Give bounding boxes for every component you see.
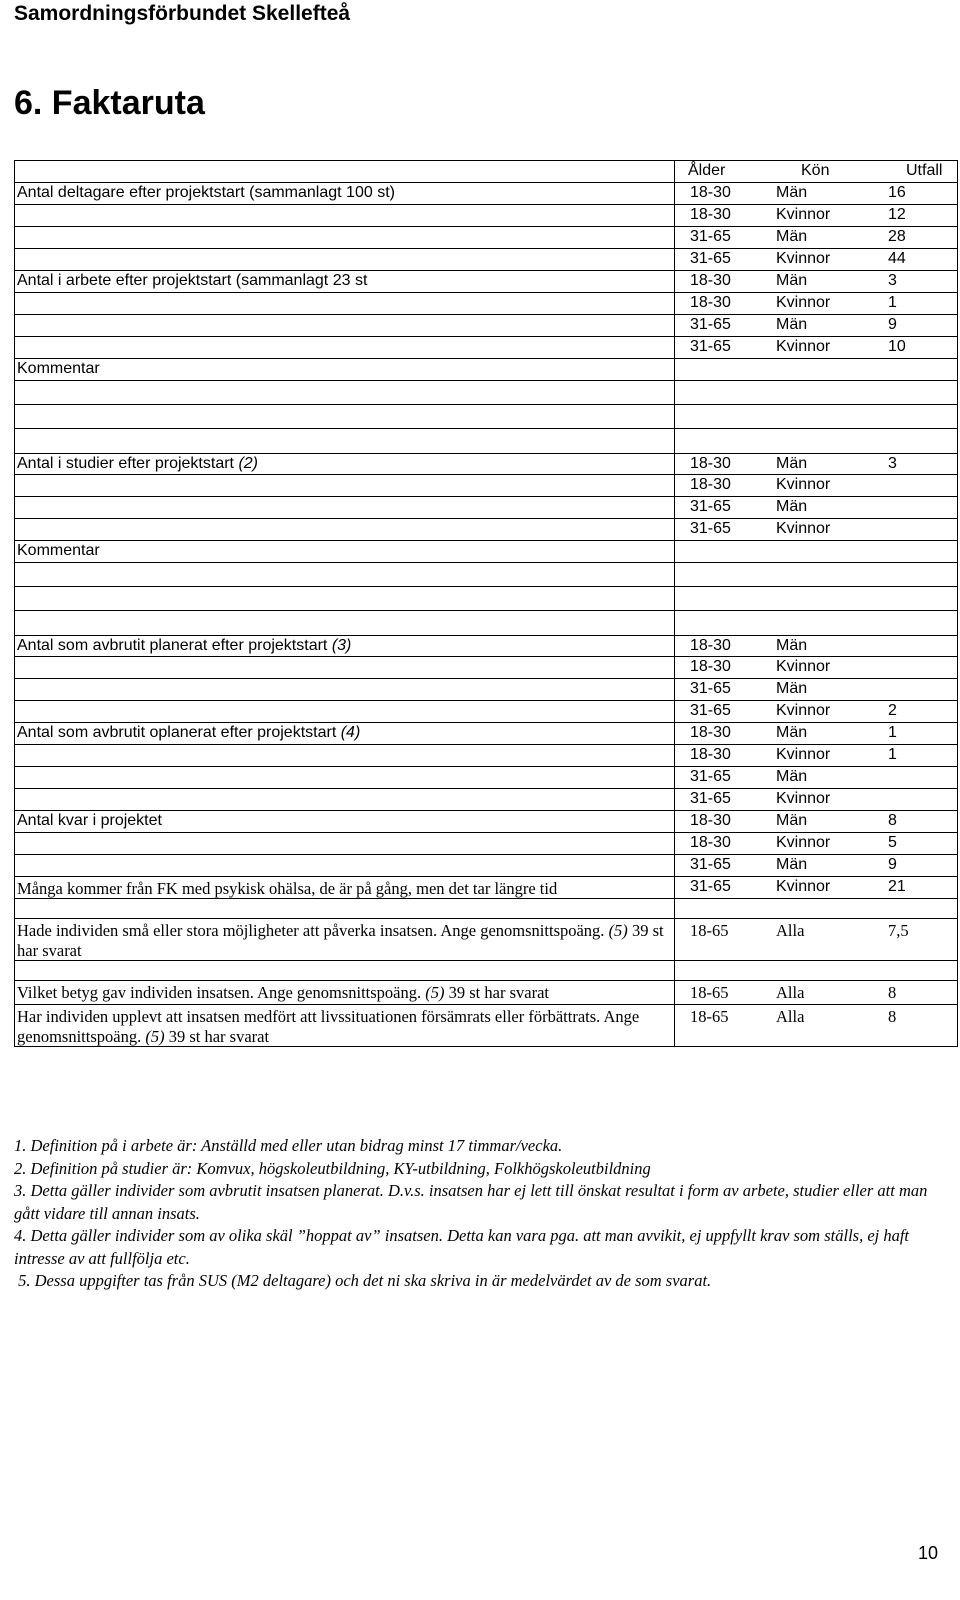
- row-outcome: 7,5: [888, 921, 909, 940]
- row-label-tail: 39 st har svarat: [444, 983, 549, 1002]
- row-label: [15, 919, 674, 960]
- row-age: [674, 359, 757, 380]
- row-age: 31-65: [674, 337, 757, 358]
- row-label: [15, 1005, 674, 1046]
- comment-row: [14, 541, 958, 563]
- row-outcome: 3: [888, 272, 897, 289]
- blank-row: [14, 611, 958, 636]
- row-outcome: 2: [888, 702, 897, 719]
- row-age: 18-30: [674, 833, 757, 854]
- row-gender: [757, 405, 870, 428]
- comment-label: Kommentar: [17, 542, 100, 559]
- table-row: [14, 701, 958, 723]
- row-age: [674, 429, 757, 453]
- row-outcome: [870, 405, 957, 428]
- row-label: [15, 745, 674, 766]
- table-row: [14, 293, 958, 315]
- row-gender: Kvinnor: [776, 702, 831, 719]
- row-gender: Kvinnor: [776, 790, 831, 807]
- row-age: [674, 961, 757, 980]
- row-gender: Män: [776, 637, 808, 654]
- row-gender: [757, 899, 870, 918]
- row-gender: [757, 541, 870, 562]
- row-outcome: [870, 636, 957, 656]
- row-age: 18-30: [674, 657, 757, 678]
- row-label-main: Antal som avbrutit oplanerat efter projektstart: [17, 724, 341, 741]
- row-label-ref: (2): [238, 455, 258, 472]
- row-age: 18-65: [674, 981, 757, 1004]
- blank-row: [14, 961, 958, 981]
- row-gender: Alla: [776, 921, 805, 940]
- row-gender: Män: [776, 316, 808, 333]
- row-gender: Män: [776, 812, 808, 829]
- row-label: [15, 679, 674, 700]
- row-age: 31-65: [674, 519, 757, 540]
- row-label: [15, 227, 674, 248]
- footnote-3: 3. Detta gäller individer som avbrutit insatsen planerat. D.v.s. insatsen har ej lett till önskat resultat i form av arbete, studier eller att man gått vidare till annan insats.: [14, 1181, 928, 1223]
- row-label: [15, 497, 674, 518]
- row-age: 18-30: [674, 745, 757, 766]
- row-label: [15, 563, 674, 586]
- row-label: [15, 315, 674, 336]
- organization-name: Samordningsförbundet Skellefteå: [14, 2, 351, 25]
- row-label: [15, 337, 674, 358]
- row-label-main: Hade individen små eller stora möjligheter att påverka insatsen. Ange genomsnittspoäng.: [17, 921, 609, 940]
- blank-row: [14, 405, 958, 429]
- footnote-4: 4. Detta gäller individer som av olika skäl ”hoppat av” insatsen. Detta kan vara pga. att man avvikit, ej uppfyllt krav som ställs, ej haft intresse av att fullfölja etc.: [14, 1226, 910, 1268]
- row-label-tail: 39 st har svarat: [17, 921, 664, 960]
- blank-row: [14, 587, 958, 611]
- row-outcome: 9: [888, 856, 897, 873]
- row-outcome: 8: [888, 812, 897, 829]
- row-age: [674, 405, 757, 428]
- row-outcome: 28: [888, 228, 906, 245]
- row-age: 31-65: [674, 497, 757, 518]
- row-age: 31-65: [674, 789, 757, 810]
- row-label: Antal deltagare efter projektstart (sammanlagt 100 st): [17, 184, 395, 201]
- row-label: [15, 961, 674, 980]
- table-row: [14, 315, 958, 337]
- table-row: [14, 183, 958, 205]
- table-row: [14, 454, 958, 475]
- table-row: [14, 519, 958, 541]
- row-label-tail: 39 st har svarat: [164, 1027, 270, 1046]
- row-age: 31-65: [674, 679, 757, 700]
- comment-row: [14, 359, 958, 381]
- row-age: 18-30: [674, 183, 757, 204]
- row-gender: Alla: [776, 1007, 805, 1026]
- row-age: 31-65: [674, 767, 757, 788]
- row-age: 18-30: [674, 271, 757, 292]
- row-age: 31-65: [674, 249, 757, 270]
- row-label: Antal i arbete efter projektstart (sammanlagt 23 st: [17, 272, 368, 289]
- section-heading: 6. Faktaruta: [14, 84, 205, 122]
- row-label-main: Vilket betyg gav individen insatsen. Ange genomsnittspoäng.: [17, 983, 426, 1002]
- row-outcome: [870, 611, 957, 635]
- table-row: [14, 833, 958, 855]
- row-gender: Kvinnor: [776, 206, 831, 223]
- row-gender: Kvinnor: [776, 338, 831, 355]
- row-gender: Kvinnor: [776, 834, 831, 851]
- row-outcome: [870, 789, 957, 810]
- row-label: Många kommer från FK med psykisk ohälsa, de är på gång, men det tar längre tid: [17, 879, 558, 898]
- table-row: [14, 723, 958, 745]
- row-gender: [757, 587, 870, 610]
- table-row: [14, 205, 958, 227]
- row-label: [15, 405, 674, 428]
- row-outcome: [870, 899, 957, 918]
- row-outcome: [870, 359, 957, 380]
- row-outcome: 21: [888, 878, 906, 895]
- row-gender: [757, 359, 870, 380]
- fact-table: [14, 160, 958, 1047]
- row-outcome: [870, 679, 957, 700]
- row-gender: Män: [776, 856, 808, 873]
- row-label: [15, 587, 674, 610]
- blank-row: [14, 899, 958, 919]
- row-outcome: 8: [888, 983, 897, 1002]
- comment-label: Kommentar: [17, 360, 100, 377]
- row-label-main: Antal som avbrutit planerat efter projektstart: [17, 637, 332, 654]
- row-outcome: [870, 381, 957, 404]
- row-label: [15, 205, 674, 226]
- row-label-main: Har individen upplevt att insatsen medfört att livssituationen försämrats eller förbättrats. Ange genomsnittspoäng.: [17, 1007, 640, 1046]
- table-row: [14, 475, 958, 497]
- row-age: 18-30: [674, 811, 757, 832]
- row-outcome: 10: [888, 338, 906, 355]
- page-number: 10: [918, 1543, 939, 1563]
- row-label: [15, 475, 674, 496]
- row-label: [15, 723, 674, 744]
- row-label: [15, 701, 674, 722]
- row-gender: Kvinnor: [776, 250, 831, 267]
- table-row: [14, 1005, 958, 1047]
- row-label: [15, 519, 674, 540]
- row-label-main: Antal i studier efter projektstart: [17, 455, 239, 472]
- table-row: [14, 877, 958, 899]
- row-outcome: 44: [888, 250, 906, 267]
- row-outcome: [870, 587, 957, 610]
- row-gender: Män: [776, 272, 808, 289]
- row-gender: Män: [776, 680, 808, 697]
- footnote-5: 5. Dessa uppgifter tas från SUS (M2 deltagare) och det ni ska skriva in är medelvärdet av de som svarat.: [14, 1271, 712, 1290]
- row-gender: Kvinnor: [776, 476, 831, 493]
- row-gender: [757, 429, 870, 453]
- row-label-ref: (4): [340, 724, 361, 741]
- table-row: [14, 745, 958, 767]
- footnote-1: 1. Definition på i arbete är: Anställd med eller utan bidrag minst 17 timmar/vecka.: [14, 1136, 563, 1155]
- row-outcome: 8: [888, 1007, 897, 1026]
- row-gender: Alla: [776, 983, 805, 1002]
- row-age: [674, 541, 757, 562]
- row-gender: Kvinnor: [776, 520, 831, 537]
- table-row: [14, 679, 958, 701]
- row-label: [15, 833, 674, 854]
- row-outcome: [870, 541, 957, 562]
- row-age: [674, 563, 757, 586]
- row-outcome: 1: [888, 294, 897, 311]
- row-outcome: [870, 475, 957, 496]
- table-row: [14, 497, 958, 519]
- row-outcome: 1: [888, 746, 897, 763]
- row-gender: Män: [776, 498, 808, 515]
- row-label: [15, 636, 674, 656]
- row-outcome: 16: [888, 184, 906, 201]
- row-gender: Män: [776, 455, 808, 472]
- row-gender: Kvinnor: [776, 746, 831, 763]
- row-gender: [757, 381, 870, 404]
- row-age: 18-65: [674, 1005, 757, 1046]
- row-label: [15, 899, 674, 918]
- table-header-row: [14, 160, 958, 183]
- row-gender: Kvinnor: [776, 294, 831, 311]
- row-age: 18-30: [674, 723, 757, 744]
- row-gender: [757, 563, 870, 586]
- row-age: [674, 381, 757, 404]
- header-age: Ålder: [674, 161, 757, 182]
- row-age: 18-30: [674, 636, 757, 656]
- table-row: [14, 919, 958, 961]
- table-row: [14, 789, 958, 811]
- blank-row: [14, 429, 958, 454]
- row-age: 18-65: [674, 919, 757, 960]
- row-outcome: 1: [888, 724, 897, 741]
- row-label: [15, 855, 674, 876]
- row-gender: Män: [776, 724, 808, 741]
- row-age: 31-65: [674, 701, 757, 722]
- row-age: [674, 611, 757, 635]
- row-outcome: 9: [888, 316, 897, 333]
- blank-row: [14, 563, 958, 587]
- row-outcome: 5: [888, 834, 897, 851]
- blank-row: [14, 381, 958, 405]
- row-outcome: [870, 767, 957, 788]
- table-row: [14, 249, 958, 271]
- table-row: [14, 811, 958, 833]
- row-label-ref: (5): [425, 983, 445, 1002]
- row-age: 31-65: [674, 227, 757, 248]
- row-label: [15, 789, 674, 810]
- row-outcome: [870, 497, 957, 518]
- row-outcome: [870, 429, 957, 453]
- row-label: [15, 381, 674, 404]
- row-age: 31-65: [674, 855, 757, 876]
- table-row: [14, 981, 958, 1005]
- row-label-ref: (3): [331, 637, 352, 654]
- header-label-cell: [15, 161, 674, 182]
- row-age: 31-65: [674, 877, 757, 898]
- footnote-2: 2. Definition på studier är: Komvux, högskoleutbildning, KY-utbildning, Folkhögskoleutbildning: [14, 1158, 651, 1178]
- row-age: 18-30: [674, 475, 757, 496]
- row-outcome: [870, 657, 957, 678]
- table-row: [14, 657, 958, 679]
- row-outcome: 12: [888, 206, 906, 223]
- row-gender: Kvinnor: [776, 658, 831, 675]
- footnotes: [14, 1135, 944, 1293]
- row-label: Antal kvar i projektet: [17, 812, 162, 829]
- table-row: [14, 227, 958, 249]
- row-age: 18-30: [674, 293, 757, 314]
- row-outcome: [870, 519, 957, 540]
- row-gender: [757, 961, 870, 980]
- row-label: [15, 454, 674, 474]
- table-row: [14, 636, 958, 657]
- row-label-ref: (5): [145, 1027, 165, 1046]
- table-row: [14, 337, 958, 359]
- row-label: [15, 429, 674, 453]
- row-outcome: [870, 961, 957, 980]
- row-age: 18-30: [674, 205, 757, 226]
- row-label-ref: (5): [608, 921, 628, 940]
- row-label: [15, 657, 674, 678]
- table-row: [14, 271, 958, 293]
- header-gender: Kön: [801, 162, 830, 179]
- row-age: [674, 899, 757, 918]
- table-row: [14, 855, 958, 877]
- row-gender: Kvinnor: [776, 878, 831, 895]
- row-outcome: 3: [888, 455, 897, 472]
- row-gender: [757, 611, 870, 635]
- table-row: [14, 767, 958, 789]
- row-gender: Män: [776, 228, 808, 245]
- row-age: [674, 587, 757, 610]
- row-age: 18-30: [674, 454, 757, 474]
- row-label: [15, 611, 674, 635]
- row-outcome: [870, 563, 957, 586]
- row-label: [15, 981, 674, 1004]
- row-age: 31-65: [674, 315, 757, 336]
- header-outcome: Utfall: [906, 162, 943, 179]
- row-label: [15, 767, 674, 788]
- row-gender: Män: [776, 184, 808, 201]
- row-gender: Män: [776, 768, 808, 785]
- row-label: [15, 293, 674, 314]
- row-label: [15, 249, 674, 270]
